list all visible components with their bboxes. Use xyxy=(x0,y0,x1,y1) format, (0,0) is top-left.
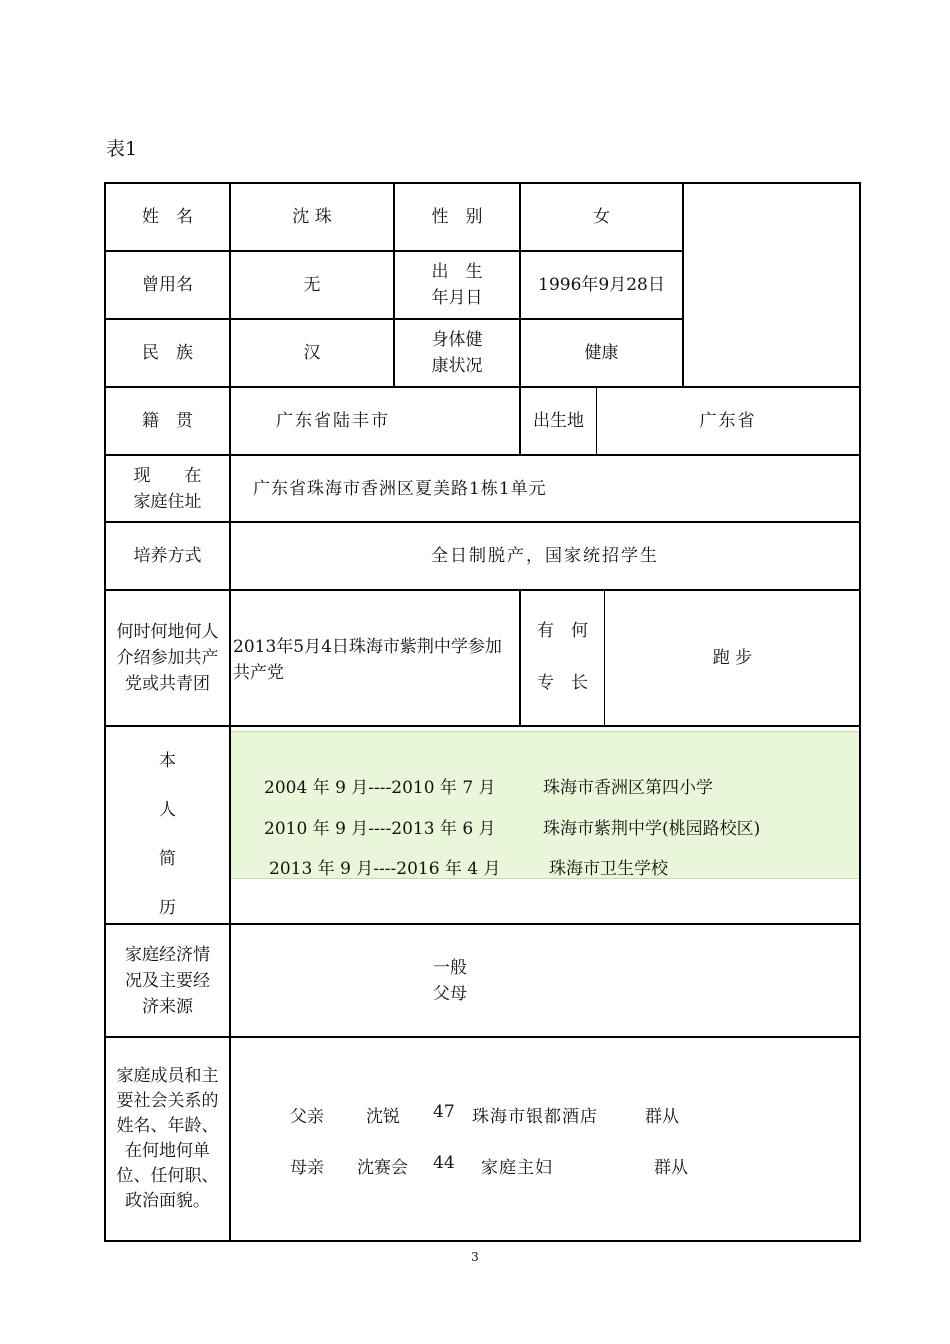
table-border-right xyxy=(859,182,861,1242)
party-join-value-line: 2013年5月4日珠海市紫荆中学参加 xyxy=(233,637,502,657)
health-label-line: 身体健 xyxy=(431,330,483,350)
specialty-label-line: 专 长 xyxy=(537,673,588,693)
family-members-label-line: 在何地何单 xyxy=(125,1141,210,1161)
name-value: 沈 珠 xyxy=(292,207,332,227)
family-economy-label-line: 济来源 xyxy=(142,996,193,1017)
family-members-label-line: 位、任何职、 xyxy=(116,1166,219,1186)
health-label xyxy=(395,320,519,386)
resume-label xyxy=(106,737,229,933)
page-number: 3 xyxy=(471,1250,479,1264)
party-join-value-line: 共产党 xyxy=(233,663,284,683)
resume-entry-period: 2004 年 9 月----2010 年 7 月 xyxy=(264,778,496,798)
party-join-label-line: 介绍参加共产 xyxy=(116,648,219,668)
party-join-value xyxy=(233,634,523,686)
family-economy-value-line: 父母 xyxy=(433,984,467,1004)
family-member-name: 沈锐 xyxy=(366,1107,400,1127)
resume-entry-school: 珠海市卫生学校 xyxy=(549,859,668,879)
party-join-label-line: 党或共青团 xyxy=(125,674,210,694)
birthplace-label: 出生地 xyxy=(533,411,584,431)
former-name-label: 曾用名 xyxy=(142,275,193,295)
family-economy-label-line: 况及主要经 xyxy=(125,970,210,991)
health-label-line: 康状况 xyxy=(431,356,483,376)
family-member-age: 44 xyxy=(433,1153,455,1173)
training-mode-value: 全日制脱产，国家统招学生 xyxy=(431,546,659,566)
family-member-relation: 父亲 xyxy=(290,1107,324,1127)
family-member-relation: 母亲 xyxy=(290,1158,324,1178)
health-value: 健康 xyxy=(584,343,619,363)
family-member-name: 沈赛会 xyxy=(357,1158,408,1178)
birth-date-label-line: 出 生 xyxy=(431,262,483,282)
photo-area xyxy=(684,184,859,386)
birth-date-label xyxy=(395,252,519,318)
family-members-label-line: 政治面貌。 xyxy=(125,1191,210,1211)
home-address-label xyxy=(106,456,229,521)
home-address-value: 广东省珠海市香洲区夏美路1栋1单元 xyxy=(253,478,547,499)
family-members-label-line: 姓名、年龄、 xyxy=(116,1116,219,1136)
family-member-political-status: 群从 xyxy=(654,1158,688,1178)
family-member-political-status: 群从 xyxy=(645,1107,679,1127)
former-name-value: 无 xyxy=(303,275,321,295)
native-place-label: 籍 贯 xyxy=(142,411,193,431)
gender-label: 性 别 xyxy=(431,207,483,227)
training-mode-label: 培养方式 xyxy=(133,546,202,566)
resume-entry-school: 珠海市紫荆中学(桃园路校区) xyxy=(543,819,761,839)
family-member-workplace: 珠海市银都酒店 xyxy=(472,1107,598,1127)
gender-value: 女 xyxy=(593,207,610,227)
family-economy-label xyxy=(106,925,229,1036)
ethnicity-value: 汉 xyxy=(303,343,321,363)
family-member-workplace: 家庭主妇 xyxy=(481,1158,553,1178)
family-economy-value xyxy=(433,955,467,1007)
family-economy-label-line: 家庭经济情 xyxy=(125,944,210,965)
name-label: 姓 名 xyxy=(142,207,193,227)
table-border-bottom xyxy=(104,1240,861,1242)
family-members-label xyxy=(106,1038,229,1240)
resume-label-char: 本 xyxy=(159,751,176,771)
row-divider xyxy=(104,725,861,727)
ethnicity-label: 民 族 xyxy=(142,343,193,363)
specialty-label-line: 有 何 xyxy=(537,621,588,641)
party-join-label-line: 何时何地何人 xyxy=(116,622,219,642)
resume-entry-period: 2013 年 9 月----2016 年 4 月 xyxy=(269,859,501,879)
resume-label-char: 简 xyxy=(159,849,176,869)
resume-label-char: 人 xyxy=(159,800,176,820)
specialty-label xyxy=(521,617,604,697)
family-members-label-line: 要社会关系的 xyxy=(116,1091,219,1111)
home-address-label-line: 现 在 xyxy=(133,465,202,486)
resume-entry-school: 珠海市香洲区第四小学 xyxy=(543,778,713,798)
birth-date-value: 1996年9月28日 xyxy=(538,275,665,295)
resume-entry-period: 2010 年 9 月----2013 年 6 月 xyxy=(264,819,496,839)
specialty-value: 跑 步 xyxy=(712,648,753,668)
column-divider xyxy=(604,589,605,725)
family-economy-value-line: 一般 xyxy=(433,958,467,978)
resume-label-char: 历 xyxy=(159,898,176,918)
home-address-label-line: 家庭住址 xyxy=(133,491,202,512)
table-caption: 表1 xyxy=(106,138,138,160)
family-member-age: 47 xyxy=(433,1102,455,1122)
native-place-value: 广东省陆丰市 xyxy=(276,411,390,431)
birth-date-label-line: 年月日 xyxy=(431,288,483,308)
family-members-label-line: 家庭成员和主 xyxy=(116,1066,219,1086)
party-join-label xyxy=(106,591,229,725)
birthplace-value: 广东省 xyxy=(699,411,757,431)
